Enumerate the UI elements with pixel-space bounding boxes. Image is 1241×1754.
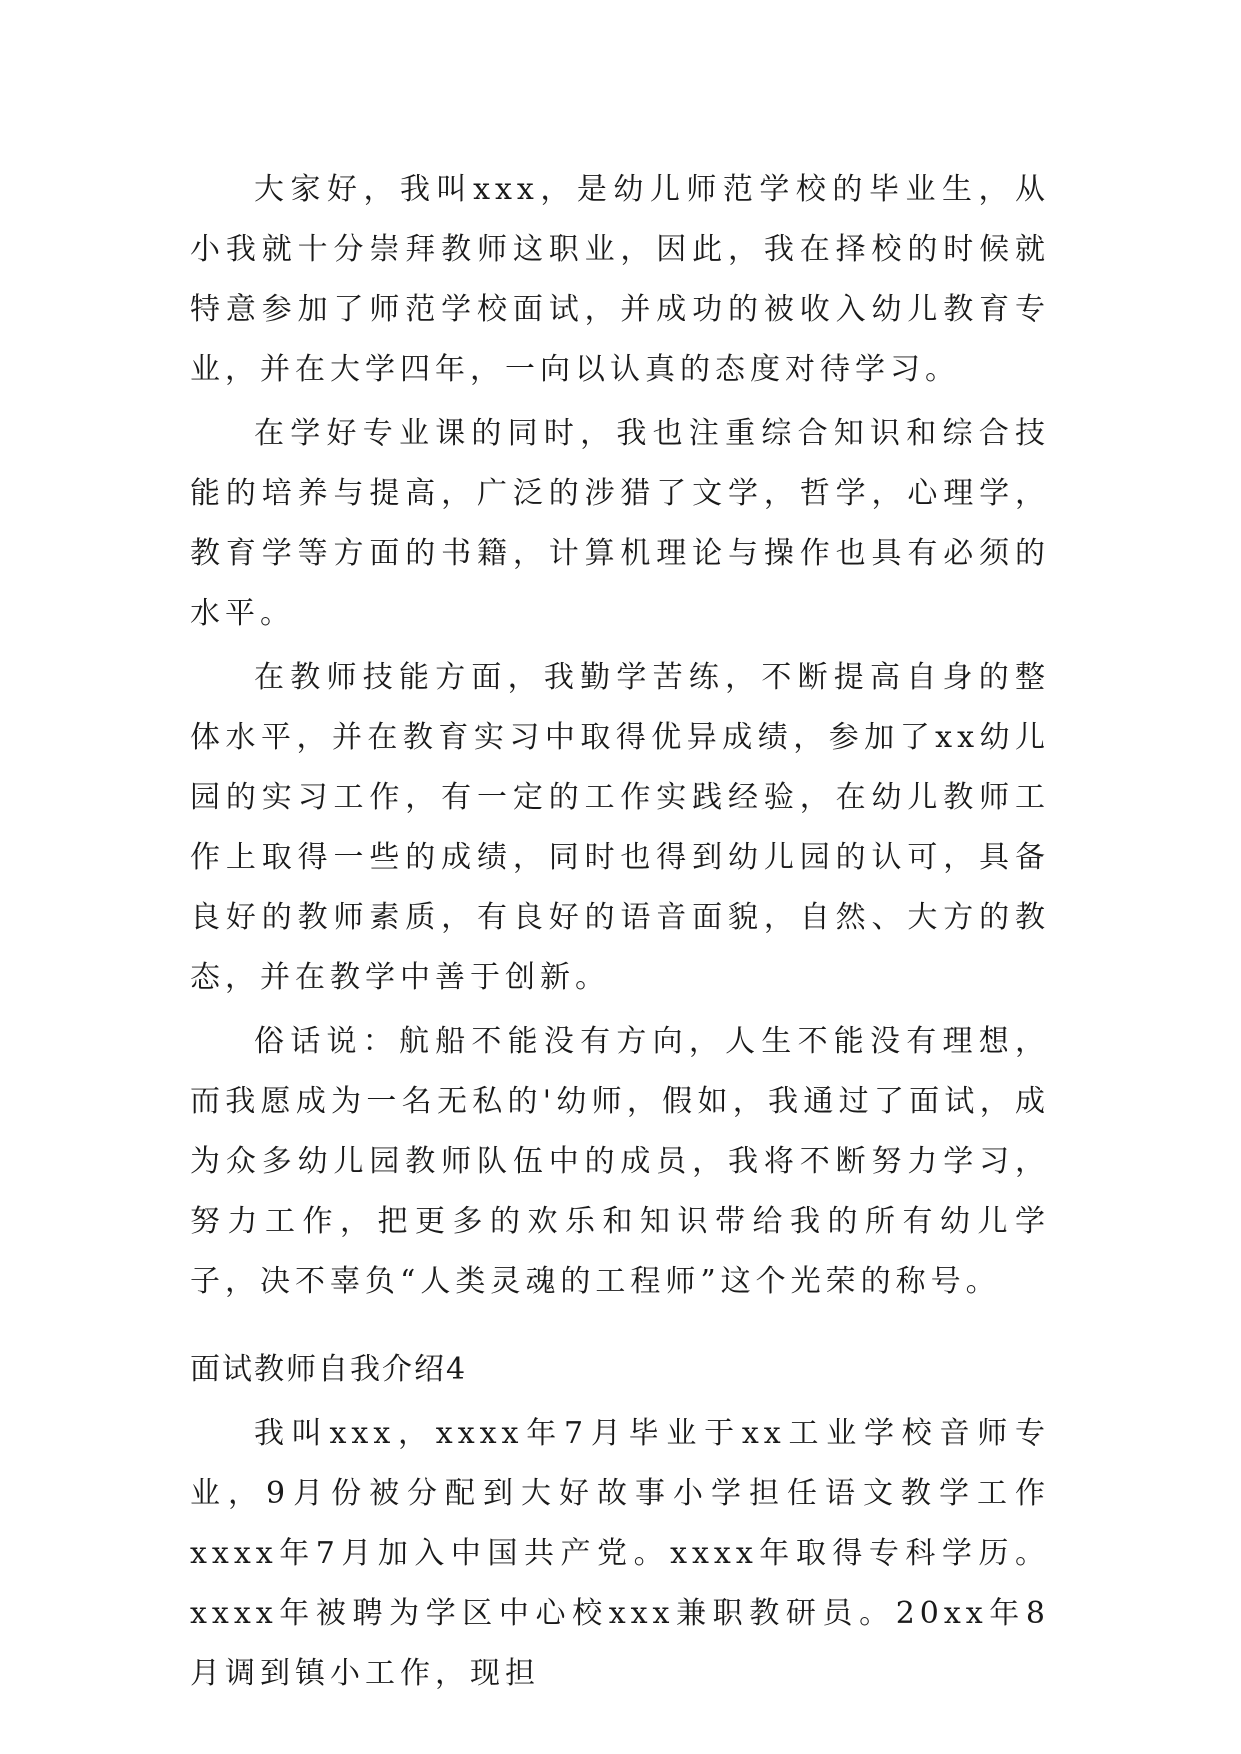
section-title: 面试教师自我介绍4 [190,1352,468,1387]
paragraph-skills: 在教师技能方面，我勤学苦练，不断提高自身的整体水平，并在教育实习中取得优异成绩，参加了xx幼儿园的实习工作，有一定的工作实践经验，在幼儿教师工作上取得一些的成绩，同时也得到幼儿园的认可，具备良好的教师素质，有良好的语音面貌，自然、大方的教态，并在教学中善于创新。 [190,660,1050,995]
paragraph-studies: 在学好专业课的同时，我也注重综合知识和综合技能的培养与提高，广泛的涉猎了文学，哲学，心理学，教育学等方面的书籍，计算机理论与操作也具有必须的水平。 [190,416,1050,631]
paragraph-section-intro: 我叫xxx，xxxx年7月毕业于xx工业学校音师专业，9月份被分配到大好故事小学担任语文教学工作xxxx年7月加入中国共产党。xxxx年取得专科学历。xxxx年被聘为学区中心校xxx兼职教研员。20xx年8月调到镇小工作，现担 [190,1416,1050,1691]
document-page [190,160,1050,1708]
paragraph-aspiration: 俗话说：航船不能没有方向，人生不能没有理想，而我愿成为一名无私的'幼师，假如，我通过了面试，成为众多幼儿园教师队伍中的成员，我将不断努力学习，努力工作，把更多的欢乐和知识带给我的所有幼儿学子，决不辜负“人类灵魂的工程师”这个光荣的称号。 [190,1024,1050,1299]
paragraph-intro: 大家好，我叫xxx，是幼儿师范学校的毕业生，从小我就十分崇拜教师这职业，因此，我在择校的时候就特意参加了师范学校面试，并成功的被收入幼儿教育专业，并在大学四年，一向以认真的态度对待学习。 [190,172,1050,387]
